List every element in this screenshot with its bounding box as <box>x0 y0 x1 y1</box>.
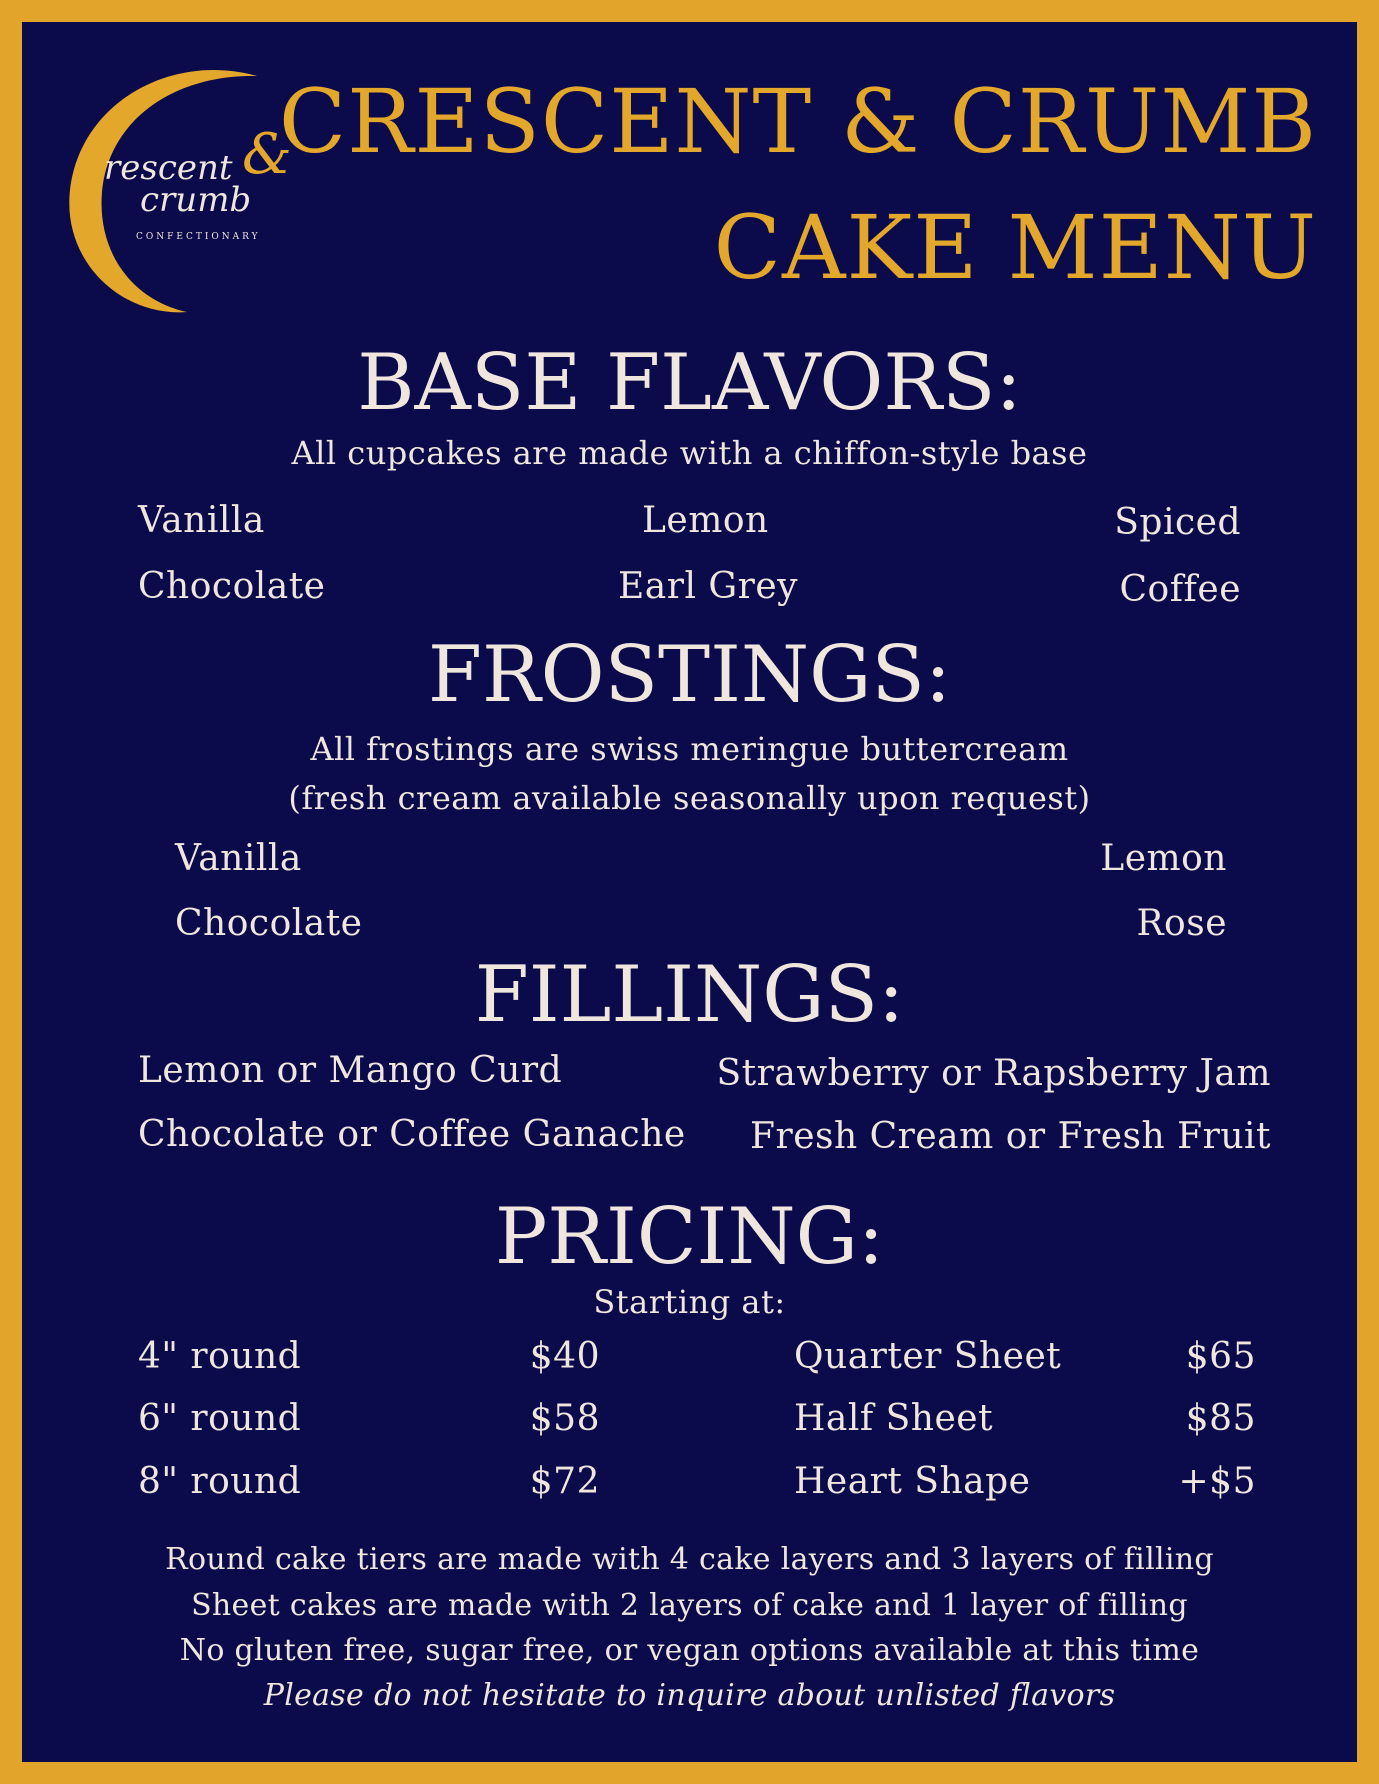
frosting-item: Rose <box>1136 903 1227 944</box>
fillings-heading: FILLINGS: <box>474 950 905 1040</box>
pricing-subtitle: Starting at: <box>593 1283 786 1321</box>
pricing-heading: PRICING: <box>494 1192 885 1282</box>
price-item-name: Heart Shape <box>794 1461 1031 1502</box>
filling-item: Lemon or Mango Curd <box>138 1050 563 1091</box>
logo-ampersand: & <box>242 122 292 187</box>
frostings-subtitle-1: All frostings are swiss meringue buttercream <box>310 730 1069 768</box>
base-flavor-item: Lemon <box>642 500 769 541</box>
base-flavor-item: Chocolate <box>138 566 326 607</box>
filling-item: Chocolate or Coffee Ganache <box>138 1114 686 1155</box>
price-item-name: Quarter Sheet <box>794 1336 1062 1377</box>
title-line-1: CRESCENT & CRUMB <box>278 70 1317 173</box>
note-line: No gluten free, sugar free, or vegan options available at this time <box>179 1633 1200 1668</box>
frosting-item: Chocolate <box>175 903 363 944</box>
price-item-value: $85 <box>1185 1398 1256 1439</box>
frostings-heading: FROSTINGS: <box>427 630 952 720</box>
price-item-value: $65 <box>1185 1336 1256 1377</box>
title-line-2: CAKE MENU <box>713 196 1317 299</box>
price-item-value: $40 <box>529 1336 600 1377</box>
frosting-item: Vanilla <box>175 838 302 879</box>
frostings-subtitle-2: (fresh cream available seasonally upon request) <box>288 779 1091 817</box>
note-line: Round cake tiers are made with 4 cake layers and 3 layers of filling <box>165 1542 1214 1577</box>
price-item-name: 8" round <box>138 1461 302 1502</box>
base-flavor-item: Earl Grey <box>618 566 799 607</box>
price-item-name: Half Sheet <box>794 1398 994 1439</box>
base-flavor-item: Vanilla <box>138 500 265 541</box>
frosting-item: Lemon <box>1100 838 1227 879</box>
filling-item: Fresh Cream or Fresh Fruit <box>750 1116 1271 1157</box>
price-item-value: +$5 <box>1178 1461 1256 1502</box>
logo-word-crumb: crumb <box>140 180 252 220</box>
closing-note: Please do not hesitate to inquire about unlisted flavors <box>263 1678 1116 1713</box>
price-item-name: 4" round <box>138 1336 302 1377</box>
filling-item: Strawberry or Rapsberry Jam <box>716 1053 1271 1094</box>
base-flavors-heading: BASE FLAVORS: <box>357 338 1022 428</box>
note-line: Sheet cakes are made with 2 layers of cake and 1 layer of filling <box>191 1588 1188 1623</box>
price-item-value: $72 <box>529 1461 600 1502</box>
price-item-value: $58 <box>529 1398 600 1439</box>
base-flavors-subtitle: All cupcakes are made with a chiffon-style base <box>291 434 1088 472</box>
logo-tagline: CONFECTIONARY <box>136 232 261 242</box>
logo-word-rescent: rescent <box>104 148 233 188</box>
base-flavor-item: Coffee <box>1119 569 1241 610</box>
price-item-name: 6" round <box>138 1398 302 1439</box>
base-flavor-item: Spiced <box>1114 502 1241 543</box>
